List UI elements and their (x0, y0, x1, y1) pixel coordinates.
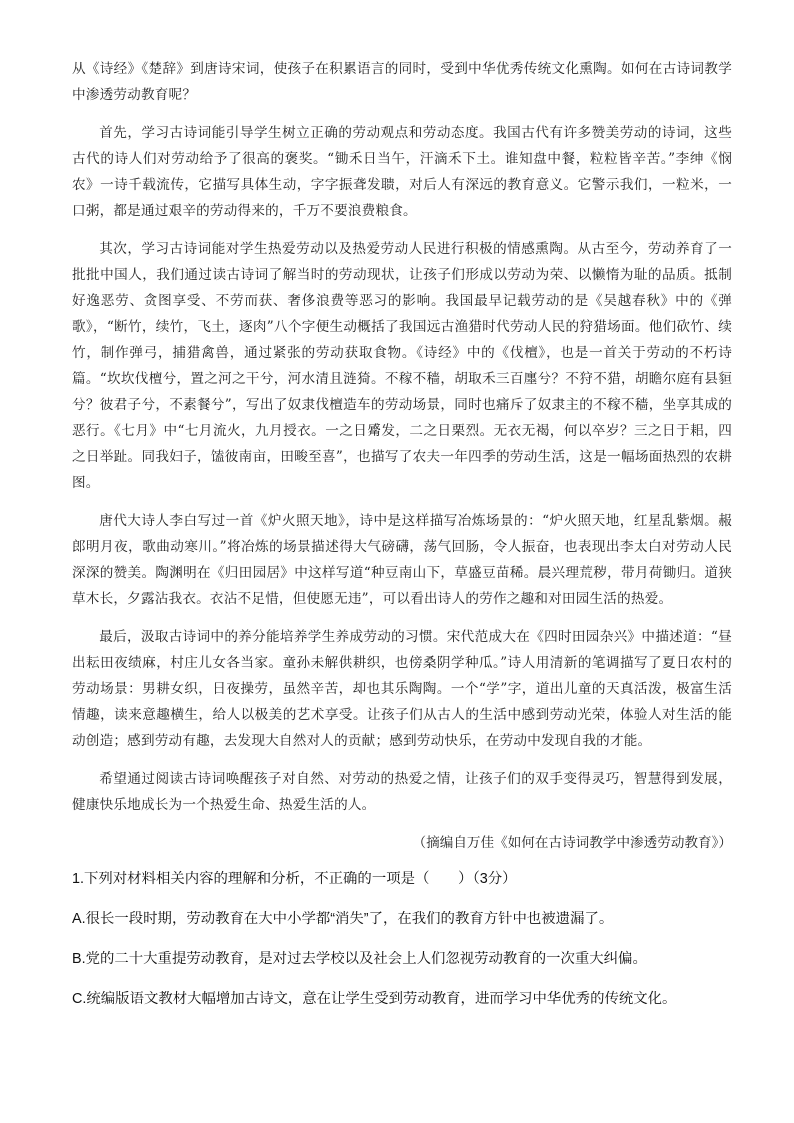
question-option-a: A.很长一段时期，劳动教育在大中小学都“消失”了，在我们的教育方针中也被遗漏了。 (72, 911, 614, 927)
article-paragraph-intro: 从《诗经》《楚辞》到唐诗宋词，使孩子在积累语言的同时，受到中华优秀传统文化熏陶。如何在古诗词教学中渗透劳动教育呢？ (72, 61, 732, 103)
article-body (72, 56, 732, 856)
article-paragraph-li-bai-tao-yuanming: 唐代大诗人李白写过一首《炉火照天地》，诗中是这样描写冶炼场景的：“炉火照天地，红星乱紫烟。赧郎明月夜，歌曲动寒川。”将冶炼的场景描述得大气磅礴，荡气回肠，令人振奋，也表现出李太白对劳动人民深深的赞美。陶渊明在《归田园居》中这样写道“种豆南山下，草盛豆苗稀。晨兴理荒秽，带月荷锄归。道狭草木长，夕露沾我衣。衣沾不足惜，但使愿无违”，可以看出诗人的劳作之趣和对田园生活的热爱。 (72, 513, 732, 607)
article-source-citation: （摘编自万佳《如何在古诗词教学中渗透劳动教育》） (412, 835, 732, 851)
article-paragraph-second-point: 其次，学习古诗词能对学生热爱劳动以及热爱劳动人民进行积极的情感熏陶。从古至今，劳动养育了一批批中国人，我们通过读古诗词了解当时的劳动现状，让孩子们形成以劳动为荣、以懒惰为耻的品质。抵制好逸恶劳、贪图享受、不劳而获、奢侈浪费等恶习的影响。我国最早记载劳动的是《吴越春秋》中的《弹歌》，“断竹，续竹，飞土，逐肉”八个字便生动概括了我国远古渔猎时代劳动人民的狩猎场面。他们砍竹、续竹，制作弹弓，捕猎禽兽，通过紧张的劳动获取食物。《诗经》中的《伐檀》，也是一首关于劳动的不朽诗篇。“坎坎伐檀兮，置之河之干兮，河水清且涟猗。不稼不穑，胡取禾三百廛兮？不狩不猎，胡瞻尔庭有县貆兮？彼君子兮，不素餐兮”，写出了奴隶伐檀造车的劳动场景，同时也痛斥了奴隶主的不稼不穑，坐享其成的恶行。《七月》中“七月流火，九月授衣。一之日觱发，二之日栗烈。无衣无褐，何以卒岁？三之日于耜，四之日举趾。同我妇子，馌彼南亩，田畯至喜”，也描写了农夫一年四季的劳动生活，这是一幅场面热烈的农耕图。 (72, 241, 732, 491)
question-stem: 1.下列对材料相关内容的理解和分析，不正确的一项是（ ）（3分） (72, 871, 517, 887)
article-paragraph-final-point: 最后，汲取古诗词中的养分能培养学生养成劳动的习惯。宋代范成大在《四时田园杂兴》中描述道：“昼出耘田夜绩麻，村庄儿女各当家。童孙未解供耕织，也傍桑阴学种瓜。”诗人用清新的笔调描写了夏日农村的劳动场景：男耕女织，日夜操劳，虽然辛苦，却也其乐陶陶。一个“学”字，道出儿童的天真活泼，极富生活情趣，读来意趣横生，给人以极美的艺术享受。让孩子们从古人的生活中感到劳动光荣，体验人对生活的能动创造；感到劳动有趣，去发现大自然对人的贡献；感到劳动快乐，在劳动中发现自我的才能。 (72, 629, 732, 749)
article-paragraph-first-point: 首先，学习古诗词能引导学生树立正确的劳动观点和劳动态度。我国古代有许多赞美劳动的诗词，这些古代的诗人们对劳动给予了很高的褒奖。“锄禾日当午，汗滴禾下土。谁知盘中餐，粒粒皆辛苦。”李绅《悯农》一诗千载流传，它描写具体生动，字字振聋发聩，对后人有深远的教育意义。它警示我们，一粒米，一口粥，都是通过艰辛的劳动得来的，千万不要浪费粮食。 (72, 125, 732, 219)
question-option-b: B.党的二十大重提劳动教育，是对过去学校以及社会上人们忽视劳动教育的一次重大纠偏。 (72, 951, 647, 967)
question-block (72, 866, 732, 1012)
article-paragraph-conclusion: 希望通过阅读古诗词唤醒孩子对自然、对劳动的热爱之情，让孩子们的双手变得灵巧，智慧得到发展，健康快乐地成长为一个热爱生命、热爱生活的人。 (72, 771, 732, 813)
document-page (72, 56, 732, 1026)
question-option-c: C.统编版语文教材大幅增加古诗文，意在让学生受到劳动教育，进而学习中华优秀的传统文化。 (72, 991, 677, 1007)
